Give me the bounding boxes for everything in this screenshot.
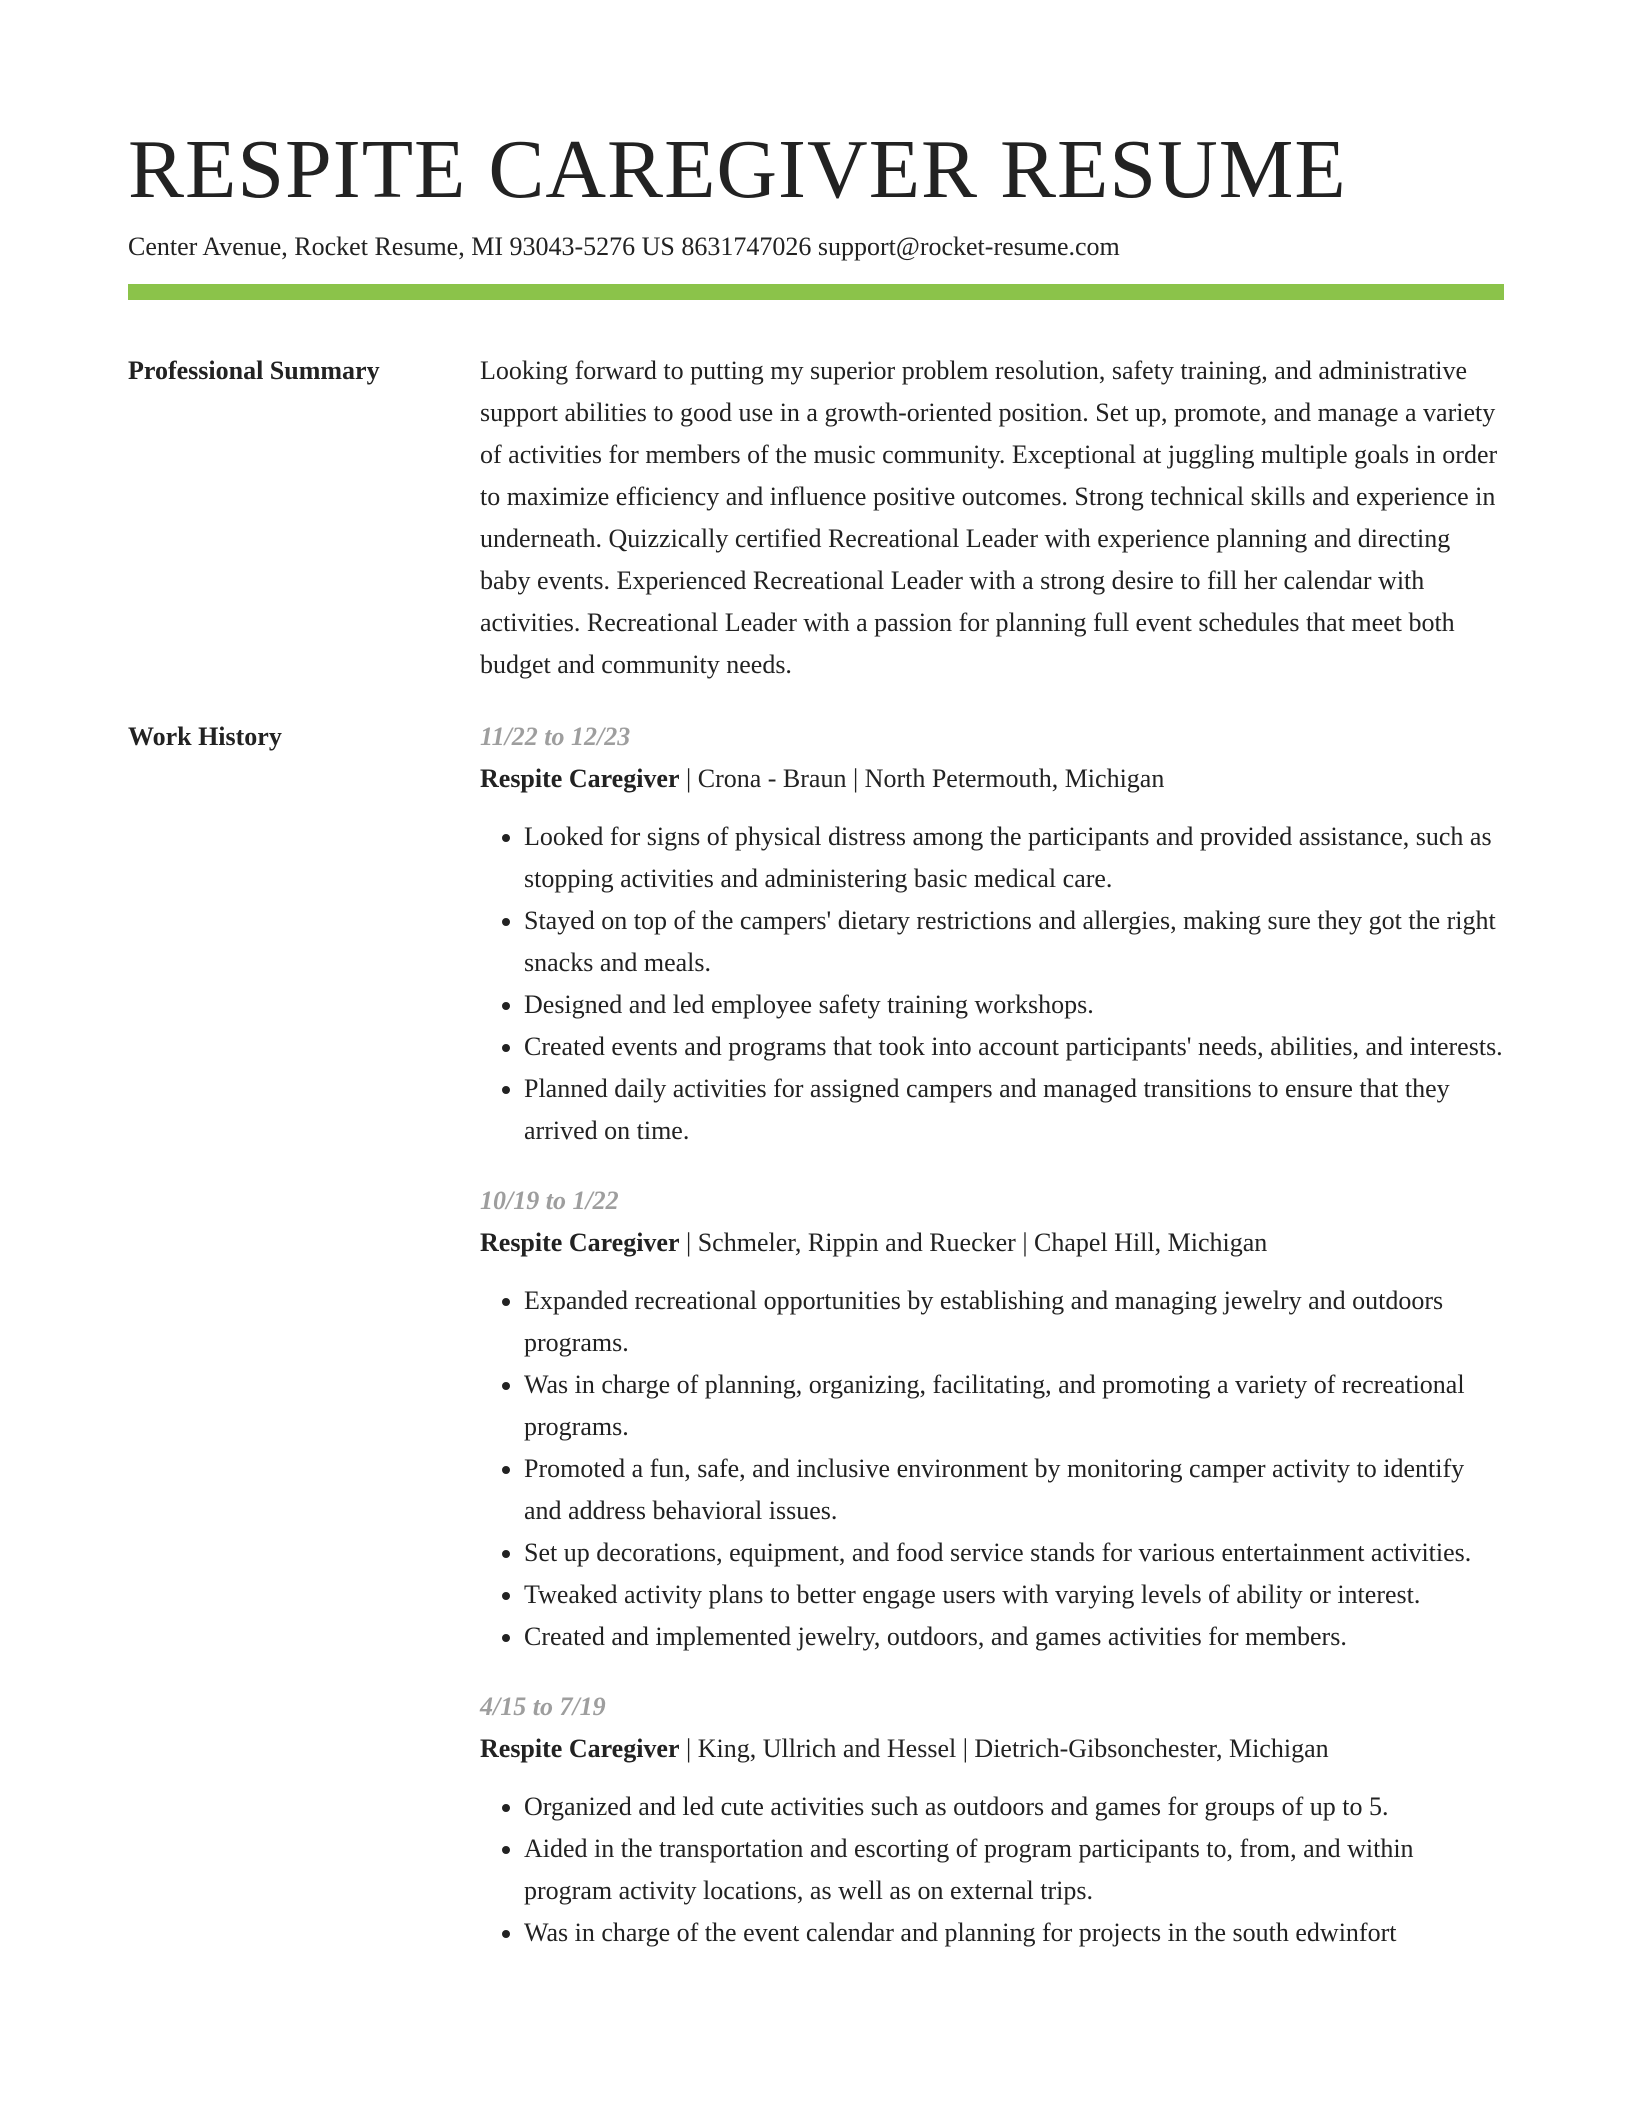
job-bullet: • Tweaked activity plans to better engage users with varying levels of ability or interest.: [524, 1574, 1504, 1616]
professional-summary-section: [128, 350, 1504, 686]
resume-title: RESPITE CAREGIVER RESUME: [128, 123, 1347, 216]
job-dates: 11/22 to 12/23: [480, 722, 631, 751]
job-entry: [480, 716, 1504, 1152]
job-employer-location: | Crona - Braun | North Petermouth, Michigan: [679, 764, 1165, 793]
job-employer-location: | Schmeler, Rippin and Ruecker | Chapel Hill, Michigan: [679, 1228, 1268, 1257]
header-accent-bar: [128, 284, 1504, 300]
contact-line: Center Avenue, Rocket Resume, MI 93043-5276 US 8631747026 support@rocket-resume.com: [128, 232, 1120, 261]
job-bullet: • Created events and programs that took into account participants' needs, abilities, and interests.: [524, 1026, 1504, 1068]
job-bullet: • Planned daily activities for assigned campers and managed transitions to ensure that they arrived on time.: [524, 1068, 1504, 1152]
job-bullet-list: [480, 816, 1504, 1152]
job-bullet: • Promoted a fun, safe, and inclusive environment by monitoring camper activity to identify and address behavioral issues.: [524, 1448, 1504, 1532]
job-bullet-list: [480, 1280, 1504, 1658]
job-dates: 10/19 to 1/22: [480, 1186, 619, 1215]
job-bullet: • Organized and led cute activities such as outdoors and games for groups of up to 5.: [524, 1786, 1504, 1828]
job-title: Respite Caregiver: [480, 764, 680, 793]
job-bullet: • Designed and led employee safety training workshops.: [524, 984, 1504, 1026]
summary-body: [480, 350, 1504, 686]
job-bullet: • Was in charge of planning, organizing, facilitating, and promoting a variety of recreational programs.: [524, 1364, 1504, 1448]
job-bullet: • Was in charge of the event calendar and planning for projects in the south edwinfort: [524, 1912, 1504, 1954]
work-history-body: [480, 716, 1504, 1982]
resume-page: [128, 0, 1504, 1982]
job-heading: [480, 1222, 1504, 1264]
job-bullet: • Looked for signs of physical distress among the participants and provided assistance, such as stopping activities and administering basic medical care.: [524, 816, 1504, 900]
job-title: Respite Caregiver: [480, 1734, 680, 1763]
job-bullet: • Stayed on top of the campers' dietary restrictions and allergies, making sure they got the right snacks and meals.: [524, 900, 1504, 984]
job-heading: [480, 1728, 1504, 1770]
summary-text: Looking forward to putting my superior problem resolution, safety training, and administrative support abilities to good use in a growth-oriented position. Set up, promote, and manage a variety of activities for members of the music community. Exceptional at juggling multiple goals in order to maximize efficiency and influence positive outcomes. Strong technical skills and experience in underneath. Quizzically certified Recreational Leader with experience planning and directing baby events. Experienced Recreational Leader with a strong desire to fill her calendar with activities. Recreational Leader with a passion for planning full event schedules that meet both budget and community needs.: [480, 356, 1498, 679]
job-bullet: • Expanded recreational opportunities by establishing and managing jewelry and outdoors programs.: [524, 1280, 1504, 1364]
section-title-work-history: Work History: [128, 722, 282, 751]
job-bullet-list: [480, 1786, 1504, 1954]
section-title-professional-summary: Professional Summary: [128, 356, 380, 385]
job-bullet: • Aided in the transportation and escorting of program participants to, from, and within program activity locations, as well as on external trips.: [524, 1828, 1504, 1912]
job-heading: [480, 758, 1504, 800]
job-entry: [480, 1180, 1504, 1658]
job-dates: 4/15 to 7/19: [480, 1692, 606, 1721]
job-employer-location: | King, Ullrich and Hessel | Dietrich-Gibsonchester, Michigan: [679, 1734, 1329, 1763]
job-bullet: • Set up decorations, equipment, and food service stands for various entertainment activities.: [524, 1532, 1504, 1574]
job-title: Respite Caregiver: [480, 1228, 680, 1257]
job-bullet: • Created and implemented jewelry, outdoors, and games activities for members.: [524, 1616, 1504, 1658]
job-entry: [480, 1686, 1504, 1954]
work-history-section: [128, 716, 1504, 1982]
